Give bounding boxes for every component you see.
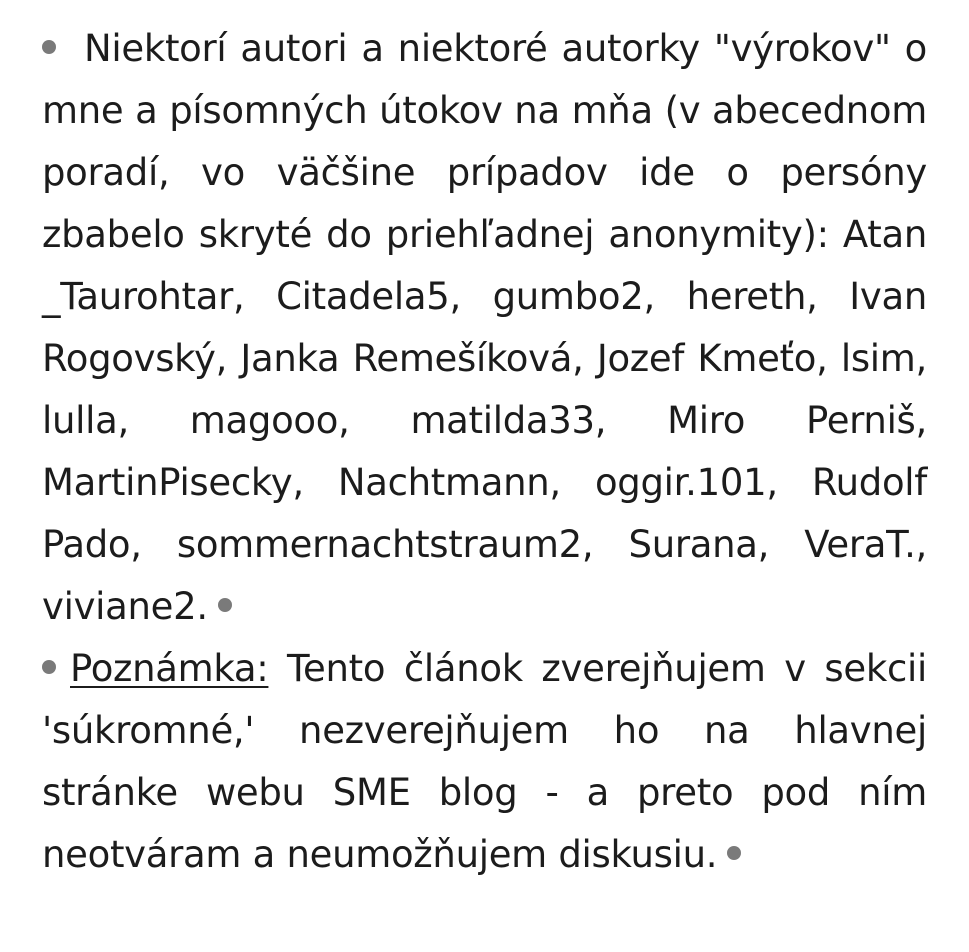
- note-paragraph-text: Tento článok zverejňujem v sekcii 'súkromné,' nezverejňujem ho na hlavnej stránke webu SME blog - a preto pod ním neotváram a neumožňujem diskusiu.: [42, 647, 928, 876]
- bullet-dot-icon: [42, 40, 56, 54]
- note-label: Poznámka:: [70, 647, 269, 690]
- authors-paragraph-text: Niektorí autori a niektoré autorky "výrokov" o mne a písomných útokov na mňa (v abecednom poradí, vo väčšine prípadov ide o persóny zbabelo skryté do priehľadnej anonymity): Atan _Taurohtar, Citadela5, gumbo2, hereth, Ivan Rogovský, Janka Remešíková, Jozef Kmeťo, lsim, lulla, magooo, matilda33, Miro Perniš, MartinPisecky, Nachtmann, oggir.101, Rudolf Pado, sommernachtstraum2, Surana, VeraT., viviane2.: [42, 27, 927, 628]
- bullet-dot-icon: [727, 846, 741, 860]
- bullet-dot-icon: [218, 598, 232, 612]
- authors-paragraph: [42, 18, 927, 638]
- bullet-dot-icon: [42, 660, 56, 674]
- note-paragraph: [42, 638, 927, 886]
